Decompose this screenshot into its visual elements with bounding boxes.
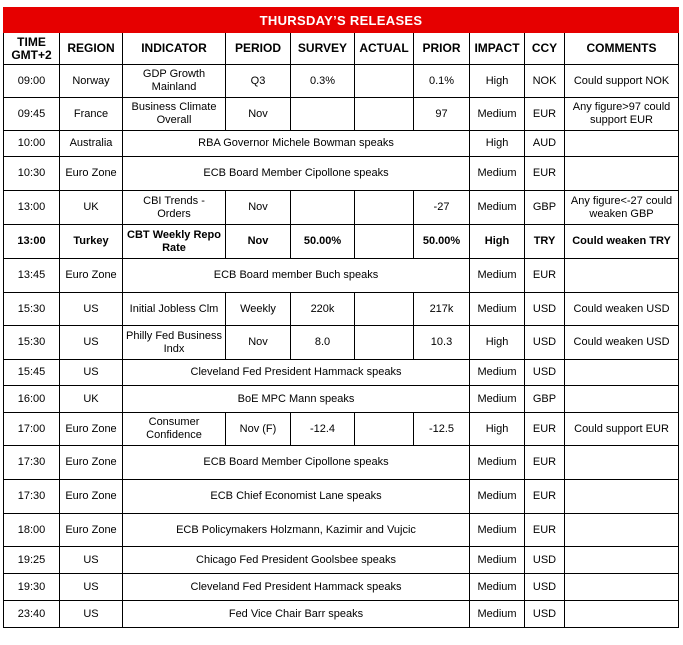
table-row bbox=[4, 157, 679, 191]
cell-period: Nov bbox=[226, 191, 291, 225]
cell-time: 19:25 bbox=[4, 547, 60, 574]
releases-table-container bbox=[3, 7, 678, 628]
cell-event: Cleveland Fed President Hammack speaks bbox=[123, 360, 470, 386]
cell-region: Euro Zone bbox=[60, 157, 123, 191]
cell-ccy: TRY bbox=[525, 225, 565, 259]
table-row bbox=[4, 326, 679, 360]
cell-time: 13:00 bbox=[4, 225, 60, 259]
cell-indicator: CBT Weekly Repo Rate bbox=[123, 225, 226, 259]
cell-actual bbox=[355, 326, 414, 360]
header-survey: SURVEY bbox=[291, 33, 355, 65]
cell-time: 15:30 bbox=[4, 326, 60, 360]
cell-survey: 0.3% bbox=[291, 65, 355, 98]
cell-impact: High bbox=[470, 326, 525, 360]
cell-actual bbox=[355, 293, 414, 326]
cell-impact: Medium bbox=[470, 547, 525, 574]
cell-indicator: Philly Fed Business Indx bbox=[123, 326, 226, 360]
cell-comments: Any figure<-27 could weaken GBP bbox=[565, 191, 679, 225]
cell-comments bbox=[565, 131, 679, 157]
cell-time: 18:00 bbox=[4, 514, 60, 547]
header-region: REGION bbox=[60, 33, 123, 65]
cell-time: 17:30 bbox=[4, 480, 60, 514]
header-ccy: CCY bbox=[525, 33, 565, 65]
table-title: THURSDAY’S RELEASES bbox=[4, 8, 679, 33]
cell-event: ECB Board Member Cipollone speaks bbox=[123, 157, 470, 191]
cell-indicator: Business Climate Overall bbox=[123, 98, 226, 131]
cell-impact: High bbox=[470, 413, 525, 446]
cell-region: Turkey bbox=[60, 225, 123, 259]
cell-survey: -12.4 bbox=[291, 413, 355, 446]
cell-period: Nov (F) bbox=[226, 413, 291, 446]
cell-prior: -27 bbox=[414, 191, 470, 225]
table-row bbox=[4, 225, 679, 259]
cell-impact: Medium bbox=[470, 157, 525, 191]
cell-event: ECB Board member Buch speaks bbox=[123, 259, 470, 293]
cell-ccy: GBP bbox=[525, 191, 565, 225]
table-row bbox=[4, 480, 679, 514]
cell-ccy: GBP bbox=[525, 386, 565, 413]
cell-region: Norway bbox=[60, 65, 123, 98]
cell-survey: 8.0 bbox=[291, 326, 355, 360]
table-row bbox=[4, 601, 679, 628]
cell-region: Euro Zone bbox=[60, 413, 123, 446]
cell-impact: Medium bbox=[470, 293, 525, 326]
cell-prior: 97 bbox=[414, 98, 470, 131]
cell-comments bbox=[565, 386, 679, 413]
table-row bbox=[4, 360, 679, 386]
cell-ccy: EUR bbox=[525, 98, 565, 131]
header-prior: PRIOR bbox=[414, 33, 470, 65]
cell-impact: High bbox=[470, 225, 525, 259]
cell-impact: Medium bbox=[470, 191, 525, 225]
cell-comments: Could weaken TRY bbox=[565, 225, 679, 259]
cell-survey: 220k bbox=[291, 293, 355, 326]
cell-actual bbox=[355, 65, 414, 98]
table-row bbox=[4, 191, 679, 225]
cell-impact: Medium bbox=[470, 601, 525, 628]
cell-time: 10:30 bbox=[4, 157, 60, 191]
cell-region: Australia bbox=[60, 131, 123, 157]
cell-time: 10:00 bbox=[4, 131, 60, 157]
cell-ccy: EUR bbox=[525, 413, 565, 446]
cell-indicator: CBI Trends - Orders bbox=[123, 191, 226, 225]
cell-period: Weekly bbox=[226, 293, 291, 326]
cell-indicator: GDP Growth Mainland bbox=[123, 65, 226, 98]
cell-comments bbox=[565, 601, 679, 628]
header-period: PERIOD bbox=[226, 33, 291, 65]
cell-event: ECB Policymakers Holzmann, Kazimir and Vujcic bbox=[123, 514, 470, 547]
cell-time: 15:30 bbox=[4, 293, 60, 326]
table-row bbox=[4, 98, 679, 131]
cell-region: Euro Zone bbox=[60, 480, 123, 514]
cell-survey: 50.00% bbox=[291, 225, 355, 259]
cell-time: 17:00 bbox=[4, 413, 60, 446]
cell-event: ECB Chief Economist Lane speaks bbox=[123, 480, 470, 514]
cell-ccy: USD bbox=[525, 293, 565, 326]
cell-impact: High bbox=[470, 65, 525, 98]
cell-time: 13:00 bbox=[4, 191, 60, 225]
cell-impact: Medium bbox=[470, 480, 525, 514]
cell-comments bbox=[565, 446, 679, 480]
cell-region: US bbox=[60, 547, 123, 574]
table-row bbox=[4, 413, 679, 446]
cell-comments bbox=[565, 360, 679, 386]
cell-ccy: EUR bbox=[525, 514, 565, 547]
cell-survey bbox=[291, 191, 355, 225]
cell-event: Fed Vice Chair Barr speaks bbox=[123, 601, 470, 628]
cell-region: US bbox=[60, 574, 123, 601]
cell-prior: 50.00% bbox=[414, 225, 470, 259]
cell-ccy: EUR bbox=[525, 480, 565, 514]
cell-region: Euro Zone bbox=[60, 514, 123, 547]
cell-time: 19:30 bbox=[4, 574, 60, 601]
cell-impact: Medium bbox=[470, 446, 525, 480]
cell-prior: 10.3 bbox=[414, 326, 470, 360]
cell-ccy: NOK bbox=[525, 65, 565, 98]
cell-indicator: Initial Jobless Clm bbox=[123, 293, 226, 326]
cell-event: Cleveland Fed President Hammack speaks bbox=[123, 574, 470, 601]
cell-ccy: USD bbox=[525, 326, 565, 360]
cell-region: UK bbox=[60, 191, 123, 225]
cell-comments bbox=[565, 259, 679, 293]
cell-time: 15:45 bbox=[4, 360, 60, 386]
table-row bbox=[4, 446, 679, 480]
table-row bbox=[4, 547, 679, 574]
table-row bbox=[4, 574, 679, 601]
cell-ccy: USD bbox=[525, 574, 565, 601]
cell-ccy: EUR bbox=[525, 259, 565, 293]
cell-comments: Could support NOK bbox=[565, 65, 679, 98]
cell-comments bbox=[565, 547, 679, 574]
cell-ccy: USD bbox=[525, 601, 565, 628]
table-row bbox=[4, 386, 679, 413]
cell-comments: Any figure>97 could support EUR bbox=[565, 98, 679, 131]
cell-event: BoE MPC Mann speaks bbox=[123, 386, 470, 413]
header-row bbox=[4, 33, 679, 65]
cell-ccy: USD bbox=[525, 360, 565, 386]
table-row bbox=[4, 131, 679, 157]
releases-table bbox=[3, 7, 679, 628]
cell-period: Nov bbox=[226, 326, 291, 360]
cell-actual bbox=[355, 225, 414, 259]
header-actual: ACTUAL bbox=[355, 33, 414, 65]
cell-period: Q3 bbox=[226, 65, 291, 98]
cell-region: France bbox=[60, 98, 123, 131]
cell-region: US bbox=[60, 326, 123, 360]
cell-period: Nov bbox=[226, 98, 291, 131]
cell-event: Chicago Fed President Goolsbee speaks bbox=[123, 547, 470, 574]
cell-comments bbox=[565, 514, 679, 547]
cell-impact: High bbox=[470, 131, 525, 157]
header-comments: COMMENTS bbox=[565, 33, 679, 65]
cell-time: 09:45 bbox=[4, 98, 60, 131]
cell-comments: Could support EUR bbox=[565, 413, 679, 446]
cell-impact: Medium bbox=[470, 514, 525, 547]
cell-region: Euro Zone bbox=[60, 446, 123, 480]
cell-period: Nov bbox=[226, 225, 291, 259]
cell-impact: Medium bbox=[470, 259, 525, 293]
cell-region: US bbox=[60, 601, 123, 628]
cell-event: ECB Board Member Cipollone speaks bbox=[123, 446, 470, 480]
cell-impact: Medium bbox=[470, 98, 525, 131]
cell-indicator: Consumer Confidence bbox=[123, 413, 226, 446]
table-row bbox=[4, 514, 679, 547]
cell-actual bbox=[355, 191, 414, 225]
header-indicator: INDICATOR bbox=[123, 33, 226, 65]
cell-impact: Medium bbox=[470, 360, 525, 386]
cell-time: 17:30 bbox=[4, 446, 60, 480]
cell-comments bbox=[565, 480, 679, 514]
cell-ccy: AUD bbox=[525, 131, 565, 157]
cell-prior: 0.1% bbox=[414, 65, 470, 98]
table-row bbox=[4, 259, 679, 293]
cell-region: US bbox=[60, 360, 123, 386]
cell-region: US bbox=[60, 293, 123, 326]
cell-prior: 217k bbox=[414, 293, 470, 326]
cell-comments bbox=[565, 157, 679, 191]
cell-region: Euro Zone bbox=[60, 259, 123, 293]
cell-impact: Medium bbox=[470, 386, 525, 413]
cell-comments: Could weaken USD bbox=[565, 293, 679, 326]
cell-event: RBA Governor Michele Bowman speaks bbox=[123, 131, 470, 157]
cell-ccy: USD bbox=[525, 547, 565, 574]
cell-survey bbox=[291, 98, 355, 131]
cell-region: UK bbox=[60, 386, 123, 413]
cell-actual bbox=[355, 98, 414, 131]
header-time: TIME GMT+2 bbox=[4, 33, 60, 65]
cell-prior: -12.5 bbox=[414, 413, 470, 446]
cell-comments bbox=[565, 574, 679, 601]
cell-time: 13:45 bbox=[4, 259, 60, 293]
cell-ccy: EUR bbox=[525, 446, 565, 480]
cell-ccy: EUR bbox=[525, 157, 565, 191]
cell-comments: Could weaken USD bbox=[565, 326, 679, 360]
table-row bbox=[4, 65, 679, 98]
cell-time: 09:00 bbox=[4, 65, 60, 98]
header-impact: IMPACT bbox=[470, 33, 525, 65]
cell-impact: Medium bbox=[470, 574, 525, 601]
cell-actual bbox=[355, 413, 414, 446]
table-row bbox=[4, 293, 679, 326]
cell-time: 16:00 bbox=[4, 386, 60, 413]
cell-time: 23:40 bbox=[4, 601, 60, 628]
